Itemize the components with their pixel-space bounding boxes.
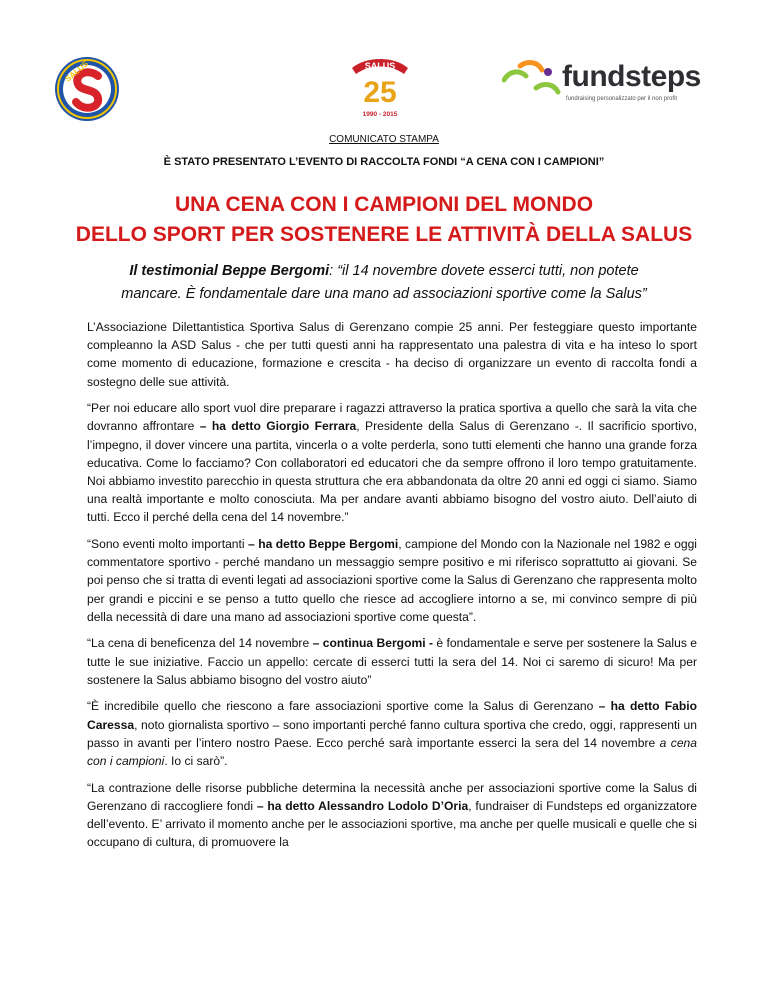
paragraph-4-text: “La cena di beneficenza del 14 novembre: [87, 636, 313, 651]
paragraph-3-text-cont: , campione del Mondo con la Nazionale nel 1982 e oggi commentatore sportivo - perché mandano un messaggio sempre positivo e mi riferisco soprattutto ai giovani. Se poi penso che si tratta di eventi legati ad associazioni sportive come la Salus di Gerenzano che rappresenta molto per grandi e piccini e se penso a tutto quello che riesce ad accogliere intorno a se, mi convinco sempre di più della necessità di dare una mano ad associazioni sportive come questa”.: [87, 537, 697, 624]
fundsteps-logo: [502, 58, 702, 110]
paragraph-5-text-cont: , noto giornalista sportivo – sono importanti perché fanno cultura sportiva che credo, oggi, rappresenti un passo in avanti per l’intero nostro Paese. Ecco perché sarà importante esserci la sera del 14 novembre: [87, 717, 697, 750]
fundsteps-name: fundsteps: [562, 60, 701, 93]
paragraph-2-text: “Per noi educare allo sport vuol dire preparare i ragazzi attraverso la pratica sportiva a quello che sarà la vita che dovranno affrontare: [87, 401, 697, 434]
paragraph-6: [87, 779, 697, 852]
paragraph-2-text-cont: , Presidente della Salus di Gerenzano -. Il sacrificio sportivo, l’impegno, il dover vincere una partita, vincerla o a volte perderla, sono tutti elementi che hanno una grande forza educativa. Come lo facciamo? Con collaboratori ed educatori che da sempre offrono il loro tempo gratuitamente. Noi abbiamo investito parecchio in questa struttura che era abbandonata da oltre 20 anni ed oggi ci siamo. Siamo una realtà importante e molto conosciuta. Ma per andare avanti abbiamo bisogno del vostro aiuto. Dell’aiuto di tutti. Ecco il perché della cena del 14 novembre.”: [87, 419, 698, 525]
paragraph-6-speaker: – ha detto Alessandro Lodolo D’Oria: [256, 798, 469, 813]
fundsteps-tagline: fundraising personalizzato per il non profit: [566, 96, 678, 102]
anniversary-logo: [346, 52, 414, 124]
paragraph-4-speaker: – continua Bergomi -: [312, 636, 434, 651]
paragraph-5-event-name: a cena con i campioni: [87, 735, 697, 769]
paragraph-2: [87, 399, 697, 526]
paragraph-5: [87, 697, 697, 770]
paragraph-5-speaker: – ha detto Fabio Caressa: [87, 699, 697, 732]
paragraph-5-text-end: . Io ci sarò”.: [164, 754, 228, 769]
salus-logo: [54, 56, 120, 122]
paragraph-3-speaker: – ha detto Beppe Bergomi: [248, 537, 399, 552]
anniversary-years: 1990 - 2015: [362, 111, 398, 118]
title-line-2: DELLO SPORT PER SOSTENERE LE ATTIVITÀ DELLA SALUS: [75, 223, 693, 246]
salus-logo-text: SALUS: [63, 59, 91, 84]
paragraph-4-text-cont: è fondamentale e serve per sostenere la Salus e tutte le sue iniziative. Faccio un appello: cercate di esserci tutti la sera del 14. Noi ci saremo di sicuro! Ma per sostenere la Salus abbiamo bisogno del vostro aiuto”: [87, 636, 697, 687]
anniversary-number: 25: [363, 76, 397, 109]
testimonial-quote-line-2: mancare. È fondamentale dare una mano ad associazioni sportive come la Salus”: [121, 286, 647, 302]
anniversary-brand: SALUS: [364, 61, 396, 71]
title-line-1: UNA CENA CON I CAMPIONI DEL MONDO: [174, 193, 594, 216]
paragraph-2-speaker: – ha detto Giorgio Ferrara: [199, 419, 357, 434]
press-release-title: [0, 190, 768, 250]
paragraph-3: [87, 535, 697, 626]
article-body: [87, 318, 697, 860]
fundsteps-steps-icon: [502, 58, 564, 102]
testimonial-quote-line-1: : “il 14 novembre dovete esserci tutti, non potete: [329, 263, 639, 279]
paragraph-1: L’Associazione Dilettantistica Sportiva Salus di Gerenzano compie 25 anni. Per festeggiare questo importante compleanno la ASD Salus - che per tutti questi anni ha rappresentato una palestra di vita e ha inteso lo sport come momento di educazione, formazione e crescita - ha deciso di organizzare un evento di raccolta fondi a sostegno delle sue attività.: [87, 320, 697, 389]
paragraph-5-text: “È incredibile quello che riescono a fare associazioni sportive come la Salus di Gerenzano: [87, 699, 599, 714]
logo-bar: [0, 52, 768, 124]
paragraph-3-text: “Sono eventi molto importanti: [87, 537, 249, 552]
paragraph-6-text: “La contrazione delle risorse pubbliche determina la necessità anche per associazioni sportive come la Salus di Gerenzano di raccogliere fondi: [87, 780, 697, 813]
paragraph-4: [87, 634, 697, 689]
testimonial-quote: [0, 260, 768, 306]
paragraph-6-text-cont: , fundraiser di Fundsteps ed organizzatore dell’evento. E’ arrivato il momento anche per le associazioni sportive, ma anche per quelle musicali e quelle che si occupano di cultura, di promuovere la: [87, 798, 697, 850]
testimonial-lead: Il testimonial Beppe Bergomi: [129, 263, 330, 279]
press-release-subhead: È STATO PRESENTATO L’EVENTO DI RACCOLTA FONDI “A CENA CON I CAMPIONI”: [163, 156, 605, 168]
press-release-label: COMUNICATO STAMPA: [329, 134, 439, 145]
